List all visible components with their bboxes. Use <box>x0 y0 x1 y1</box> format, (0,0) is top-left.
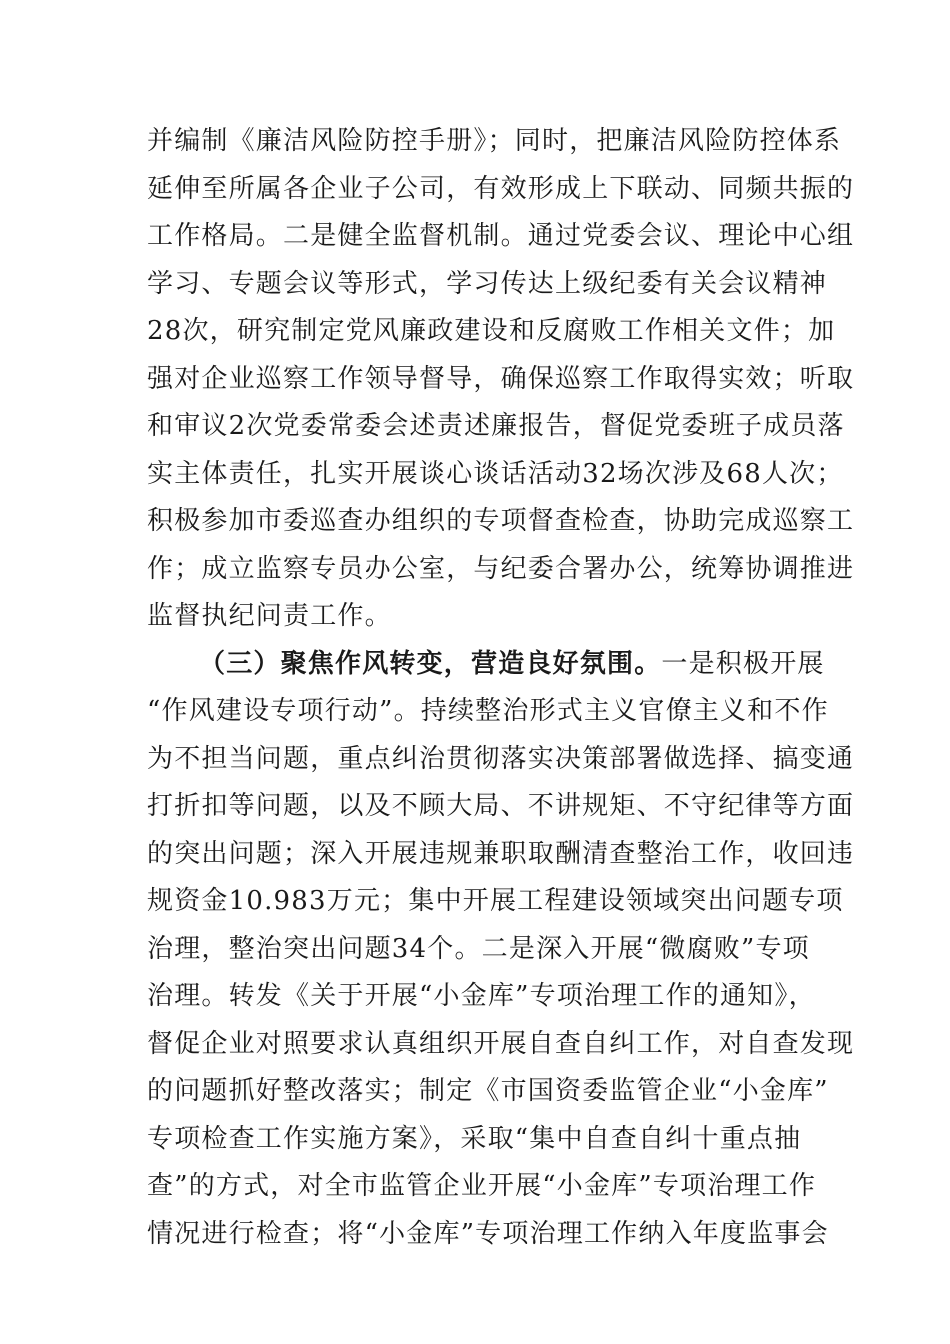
paragraph-line: 的突出问题；深入开展违规兼职取酬清查整治工作，收回违 <box>147 838 855 869</box>
paragraph-line: “作风建设专项行动”。持续整治形式主义官僚主义和不作 <box>147 696 829 726</box>
section-heading-line <box>147 641 827 689</box>
paragraph-line: 督促企业对照要求认真组织开展自查自纠工作，对自查发现 <box>147 1028 855 1059</box>
paragraph-line: 治理。转发《关于开展“小金库”专项治理工作的通知》， <box>147 981 816 1011</box>
paragraph-line: 28次，研究制定党风廉政建设和反腐败工作相关文件；加 <box>147 316 836 346</box>
paragraph-line: 实主体责任，扎实开展谈心谈话活动32场次涉及68人次； <box>147 458 844 489</box>
paragraph-line: 积极参加市委巡查办组织的专项督查检查，协助完成巡察工 <box>147 506 855 536</box>
paragraph-line: 情况进行检查；将“小金库”专项治理工作纳入年度监事会 <box>147 1218 829 1249</box>
paragraph-line: 工作格局。二是健全监督机制。通过党委会议、理论中心组 <box>147 221 855 251</box>
paragraph-line: 强对企业巡察工作领导督导，确保巡察工作取得实效；听取 <box>147 363 855 394</box>
paragraph-line: 监督执纪问责工作。 <box>147 601 392 631</box>
paragraph-line: 打折扣等问题，以及不顾大局、不讲规矩、不守纪律等方面 <box>147 791 855 821</box>
paragraph-line: 学习、专题会议等形式，学习传达上级纪委有关会议精神 <box>147 268 828 299</box>
paragraph-line: 为不担当问题，重点纠治贯彻落实决策部署做选择、搞变通 <box>147 743 855 774</box>
paragraph-line: 延伸至所属各企业子公司，有效形成上下联动、同频共振的 <box>147 173 855 204</box>
paragraph-line: 治理，整治突出问题34个。二是深入开展“微腐败”专项 <box>147 933 810 964</box>
section-heading: （三）聚焦作风转变，营造良好氛围。 <box>199 648 662 679</box>
section-heading-rest: 一是积极开展 <box>661 648 825 679</box>
paragraph-line: 专项检查工作实施方案》，采取“集中自查自纠十重点抽 <box>147 1123 802 1154</box>
paragraph-line: 规资金10.983万元；集中开展工程建设领域突出问题专项 <box>147 886 844 916</box>
document-body <box>147 118 855 1258</box>
paragraph-line: 和审议2次党委常委会述责述廉报告，督促党委班子成员落 <box>147 411 845 441</box>
paragraph-line: 并编制《廉洁风险防控手册》；同时，把廉洁风险防控体系 <box>147 126 842 156</box>
paragraph-line: 的问题抓好整改落实；制定《市国资委监管企业“小金库” <box>147 1076 829 1106</box>
paragraph-line: 查”的方式，对全市监管企业开展“小金库”专项治理工作 <box>147 1171 817 1201</box>
paragraph-line: 作；成立监察专员办公室，与纪委合署办公，统筹协调推进 <box>147 553 855 584</box>
